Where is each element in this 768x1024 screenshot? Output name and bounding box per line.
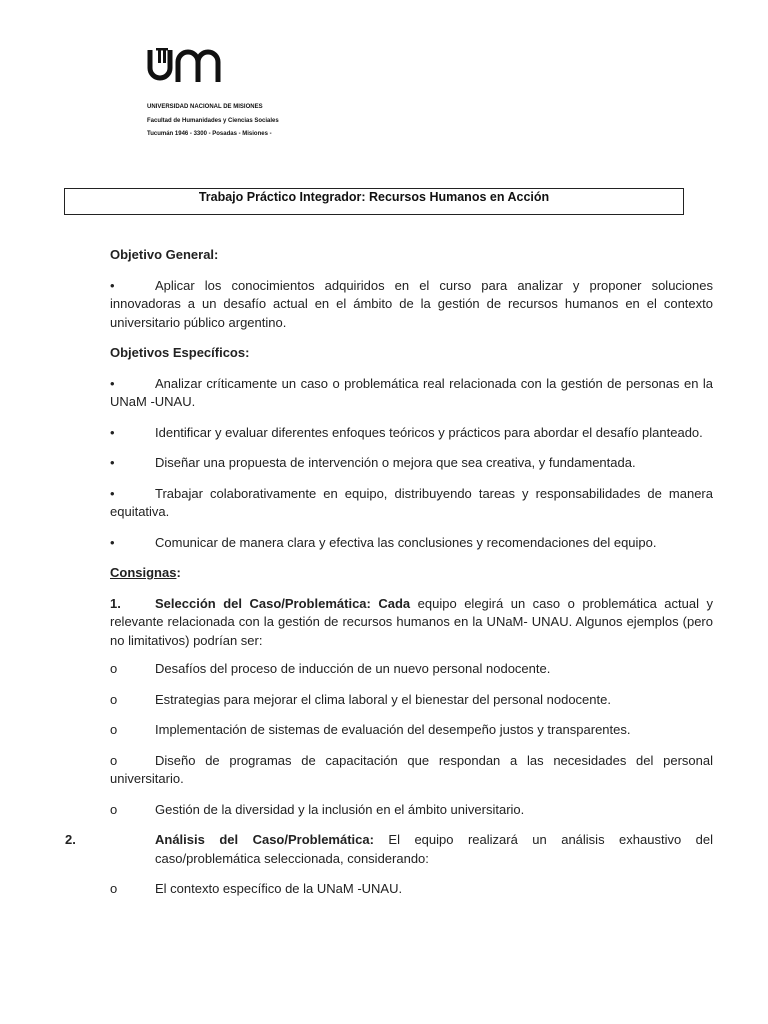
example-text: Estrategias para mejorar el clima laboral y el bienestar del personal nodocente.	[155, 691, 611, 707]
objetivo-especifico-text: Identificar y evaluar diferentes enfoques teóricos y prácticos para abordar el desafío planteado.	[155, 424, 703, 440]
objetivo-especifico-item	[110, 485, 713, 522]
objetivos-especificos-heading: Objetivos Específicos:	[110, 345, 250, 360]
bullet-marker: •	[110, 485, 115, 501]
example-item	[110, 752, 713, 789]
bullet-marker: •	[110, 375, 115, 391]
university-address: Tucumán 1946 - 3300 - Posadas - Misiones -	[147, 131, 272, 137]
circle-marker: o	[110, 661, 118, 676]
example-text: Desafíos del proceso de inducción de un nuevo personal nodocente.	[155, 661, 551, 676]
circle-marker: o	[110, 752, 118, 768]
objetivo-especifico-item	[110, 454, 713, 473]
document-body	[65, 246, 714, 911]
university-name: UNIVERSIDAD NACIONAL DE MISIONES	[147, 104, 263, 110]
consigna-step-2	[65, 831, 714, 868]
circle-marker: o	[110, 722, 118, 737]
bullet-marker: •	[110, 455, 115, 470]
step-1-text: equipo elegirá un caso o problemática actual y relevante relacionada con la gestión de recursos humanos en la UNaM- UNAU. Algunos ejemplos (pero no limitativos) podrían ser:	[110, 595, 713, 648]
objetivo-especifico-text: Trabajar colaborativamente en equipo, distribuyendo tareas y responsabilidades de manera equitativa.	[110, 485, 713, 519]
objetivo-especifico-item	[110, 375, 713, 412]
example-text: Gestión de la diversidad y la inclusión en el ámbito universitario.	[155, 801, 525, 817]
example-item	[110, 801, 713, 820]
circle-marker: o	[110, 801, 118, 817]
step-2-title: Análisis del Caso/Problemática:	[155, 832, 374, 847]
consignas-heading-text: Consignas	[110, 565, 177, 580]
analysis-text: El contexto específico de la UNaM -UNAU.	[155, 881, 403, 896]
example-item	[110, 660, 713, 679]
example-text: Diseño de programas de capacitación que respondan a las necesidades del personal universitario.	[110, 752, 713, 786]
objetivo-general-heading: Objetivo General:	[110, 247, 219, 262]
objetivo-especifico-item	[110, 534, 713, 553]
example-item	[110, 721, 713, 740]
objetivo-especifico-text: Diseñar una propuesta de intervención o mejora que sea creativa, y fundamentada.	[155, 455, 636, 470]
objetivo-especifico-text: Analizar críticamente un caso o problemática real relacionada con la gestión de personas en la UNaM -UNAU.	[110, 375, 713, 409]
unam-logo	[146, 46, 238, 84]
objetivo-especifico-text: Comunicar de manera clara y efectiva las conclusiones y recomendaciones del equipo.	[155, 534, 657, 550]
step-2-text: El equipo realizará un análisis exhaustivo del caso/problemática seleccionada, considerando:	[155, 832, 714, 866]
circle-marker: o	[110, 691, 118, 707]
objetivo-especifico-item	[110, 424, 713, 443]
step-number: 1.	[110, 595, 121, 611]
objetivo-general-text: Aplicar los conocimientos adquiridos en el curso para analizar y proponer soluciones innovadoras a un desafío actual en el ámbito de la gestión de recursos humanos en el contexto universitario público argentino.	[110, 277, 713, 330]
institution-header	[147, 101, 279, 142]
objetivo-general-item	[110, 277, 713, 333]
example-text: Implementación de sistemas de evaluación del desempeño justos y transparentes.	[155, 722, 631, 737]
bullet-marker: •	[110, 424, 115, 440]
bullet-marker: •	[110, 534, 115, 550]
step-number: 2.	[65, 832, 76, 847]
consignas-heading-colon: :	[176, 565, 181, 580]
step-1-title: Selección del Caso/Problemática: Cada	[155, 595, 411, 611]
bullet-marker: •	[110, 277, 115, 293]
document-title: Trabajo Práctico Integrador: Recursos Humanos en Acción	[64, 188, 684, 215]
faculty-name: Facultad de Humanidades y Ciencias Sociales	[147, 117, 279, 124]
consigna-step-1	[110, 595, 713, 651]
analysis-item	[110, 880, 713, 899]
circle-marker: o	[110, 881, 118, 896]
example-item	[110, 691, 713, 710]
consignas-heading	[110, 564, 713, 583]
